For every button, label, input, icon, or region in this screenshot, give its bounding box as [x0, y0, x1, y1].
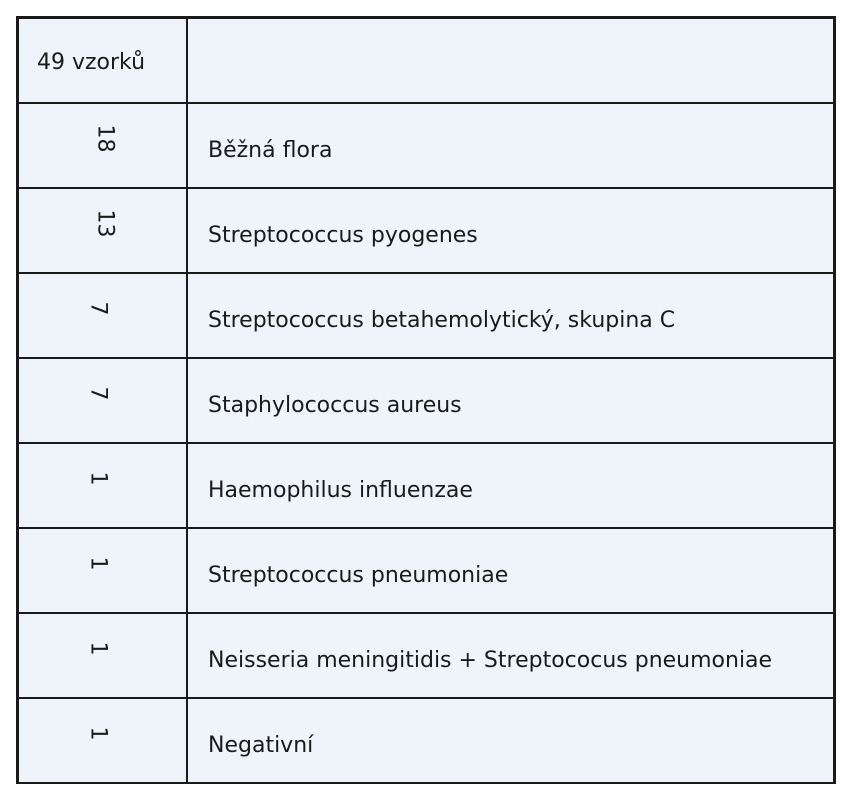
count-cell — [19, 528, 187, 613]
header-count-cell — [19, 19, 187, 103]
count-cell — [19, 698, 187, 783]
table-row — [19, 698, 833, 783]
count-value: 7 — [85, 301, 111, 316]
count-cell — [19, 613, 187, 698]
count-value: 13 — [92, 209, 118, 238]
organism-name: Běžná flora — [187, 103, 833, 188]
table-row — [19, 358, 833, 443]
table-row — [19, 528, 833, 613]
count-value: 1 — [85, 726, 111, 741]
count-cell — [19, 188, 187, 273]
table-header-row — [19, 19, 833, 103]
count-cell — [19, 443, 187, 528]
table-row — [19, 613, 833, 698]
table-row — [19, 103, 833, 188]
count-value: 7 — [85, 386, 111, 401]
organism-name: Streptococcus betahemolytický, skupina C — [187, 273, 833, 358]
count-value: 18 — [92, 124, 118, 153]
count-cell — [19, 358, 187, 443]
results-table — [16, 16, 836, 784]
sample-count-label: 49 vzorků — [37, 50, 146, 75]
count-cell — [19, 103, 187, 188]
organism-name: Neisseria meningitidis + Streptococus pneumoniae — [187, 613, 833, 698]
table-row — [19, 443, 833, 528]
header-name-cell — [187, 19, 833, 103]
organism-name: Streptococcus pyogenes — [187, 188, 833, 273]
results-table-grid — [19, 19, 833, 784]
count-value: 1 — [85, 471, 111, 486]
organism-name: Negativní — [187, 698, 833, 783]
organism-name: Haemophilus influenzae — [187, 443, 833, 528]
organism-name: Staphylococcus aureus — [187, 358, 833, 443]
count-value: 1 — [85, 641, 111, 656]
count-value: 1 — [85, 556, 111, 571]
organism-name: Streptococcus pneumoniae — [187, 528, 833, 613]
table-row — [19, 188, 833, 273]
count-cell — [19, 273, 187, 358]
table-row — [19, 273, 833, 358]
